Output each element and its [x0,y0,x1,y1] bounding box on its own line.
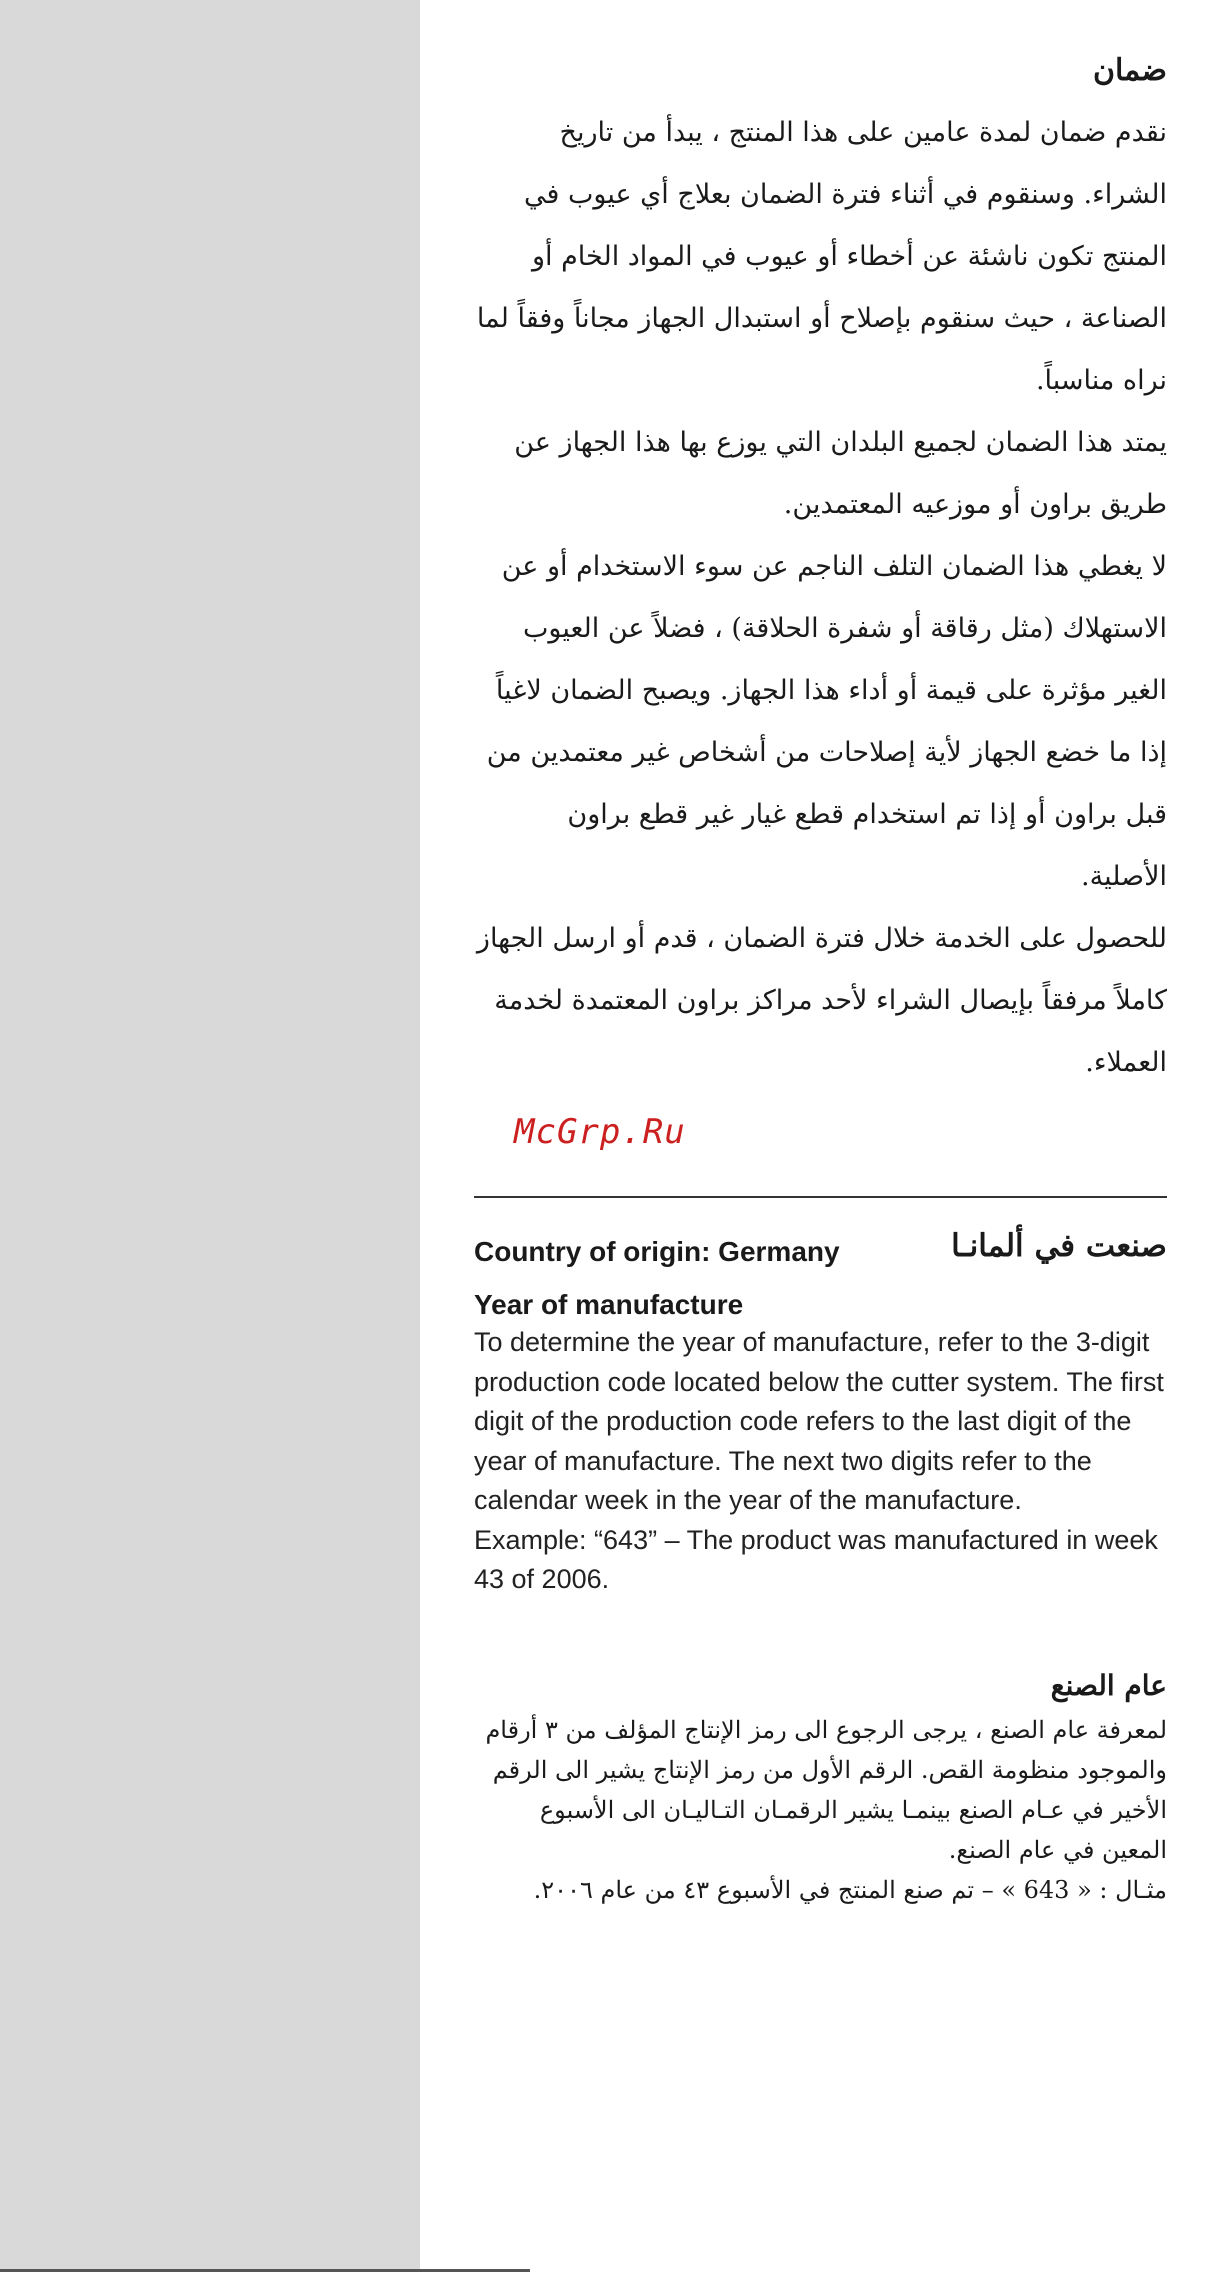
year-of-manufacture-en [474,1287,1167,1600]
year-of-manufacture-ar-body: لمعرفة عام الصنع ، يرجى الرجوع الى رمز الإنتاج المؤلف من ٣ أرقام والموجود منظومة القص. الرقم الأول من رمز الإنتاج يشير الى الرقم الأخير في عـام الصنع بينمـا يشير الرقمـان التـاليـان الى الأسبوع المعين في عام الصنع. [485,1716,1167,1864]
warranty-paragraph-3: لا يغطي هذا الضمان التلف الناجم عن سوء الاستخدام أو عن الاستهلاك (مثل رقاقة أو شفرة الحلاقة) ، فضلاً عن العيوب الغير مؤثرة على قيمة أو أداء هذا الجهاز. ويصبح الضمان لاغياً إذا ما خضع الجهاز لأية إصلاحات من أشخاص غير معتمدين من قبل براون أو إذا تم استخدام قطع غيار غير قطع براون الأصلية. [486,551,1167,892]
year-of-manufacture-ar-title: عام الصنع [1050,1669,1167,1702]
year-of-manufacture-title: Year of manufacture [474,1289,744,1320]
country-of-origin-ar: صنعت في ألمانـا [951,1228,1167,1264]
warranty-section-ar [474,40,1167,1094]
warranty-paragraph-1: نقدم ضمان لمدة عامين على هذا المنتج ، يبدأ من تاريخ الشراء. وسنقوم في أثناء فترة الضمان بعلاج أي عيوب في المنتج تكون ناشئة عن أخطاء أو عيوب في المواد الخام أو الصناعة ، حيث سنقوم بإصلاح أو استبدال الجهاز مجاناً وفقاً لما نراه مناسباً. [476,117,1167,396]
section-divider [474,1196,1167,1198]
watermark: McGrp.Ru [514,1112,686,1152]
left-gray-margin [0,0,420,2272]
warranty-paragraph-2: يمتد هذا الضمان لجميع البلدان التي يوزع بها هذا الجهاز عن طريق براون أو موزعيه المعتمدين. [514,427,1167,520]
year-of-manufacture-example: Example: “643” – The product was manufactured in week 43 of 2006. [474,1524,1158,1594]
year-of-manufacture-body: To determine the year of manufacture, refer to the 3-digit production code located below the cutter system. The first digit of the production code refers to the last digit of the year of manufacture. The next two digits refer to the calendar week in the year of the manufacture. [474,1327,1164,1515]
year-of-manufacture-ar-example: مثـال : « 643 » – تم صنع المنتج في الأسبوع ٤٣ من عام ٢٠٠٦. [533,1876,1167,1904]
warranty-title: ضمان [1093,53,1167,88]
country-of-origin-en: Country of origin: Germany [474,1236,840,1267]
country-of-origin-row [474,1228,1167,1274]
year-of-manufacture-ar [474,1662,1167,1910]
warranty-paragraph-4: للحصول على الخدمة خلال فترة الضمان ، قدم أو ارسل الجهاز كاملاً مرفقاً بإيصال الشراء لأحد مراكز براون المعتمدة لخدمة العملاء. [476,923,1167,1078]
